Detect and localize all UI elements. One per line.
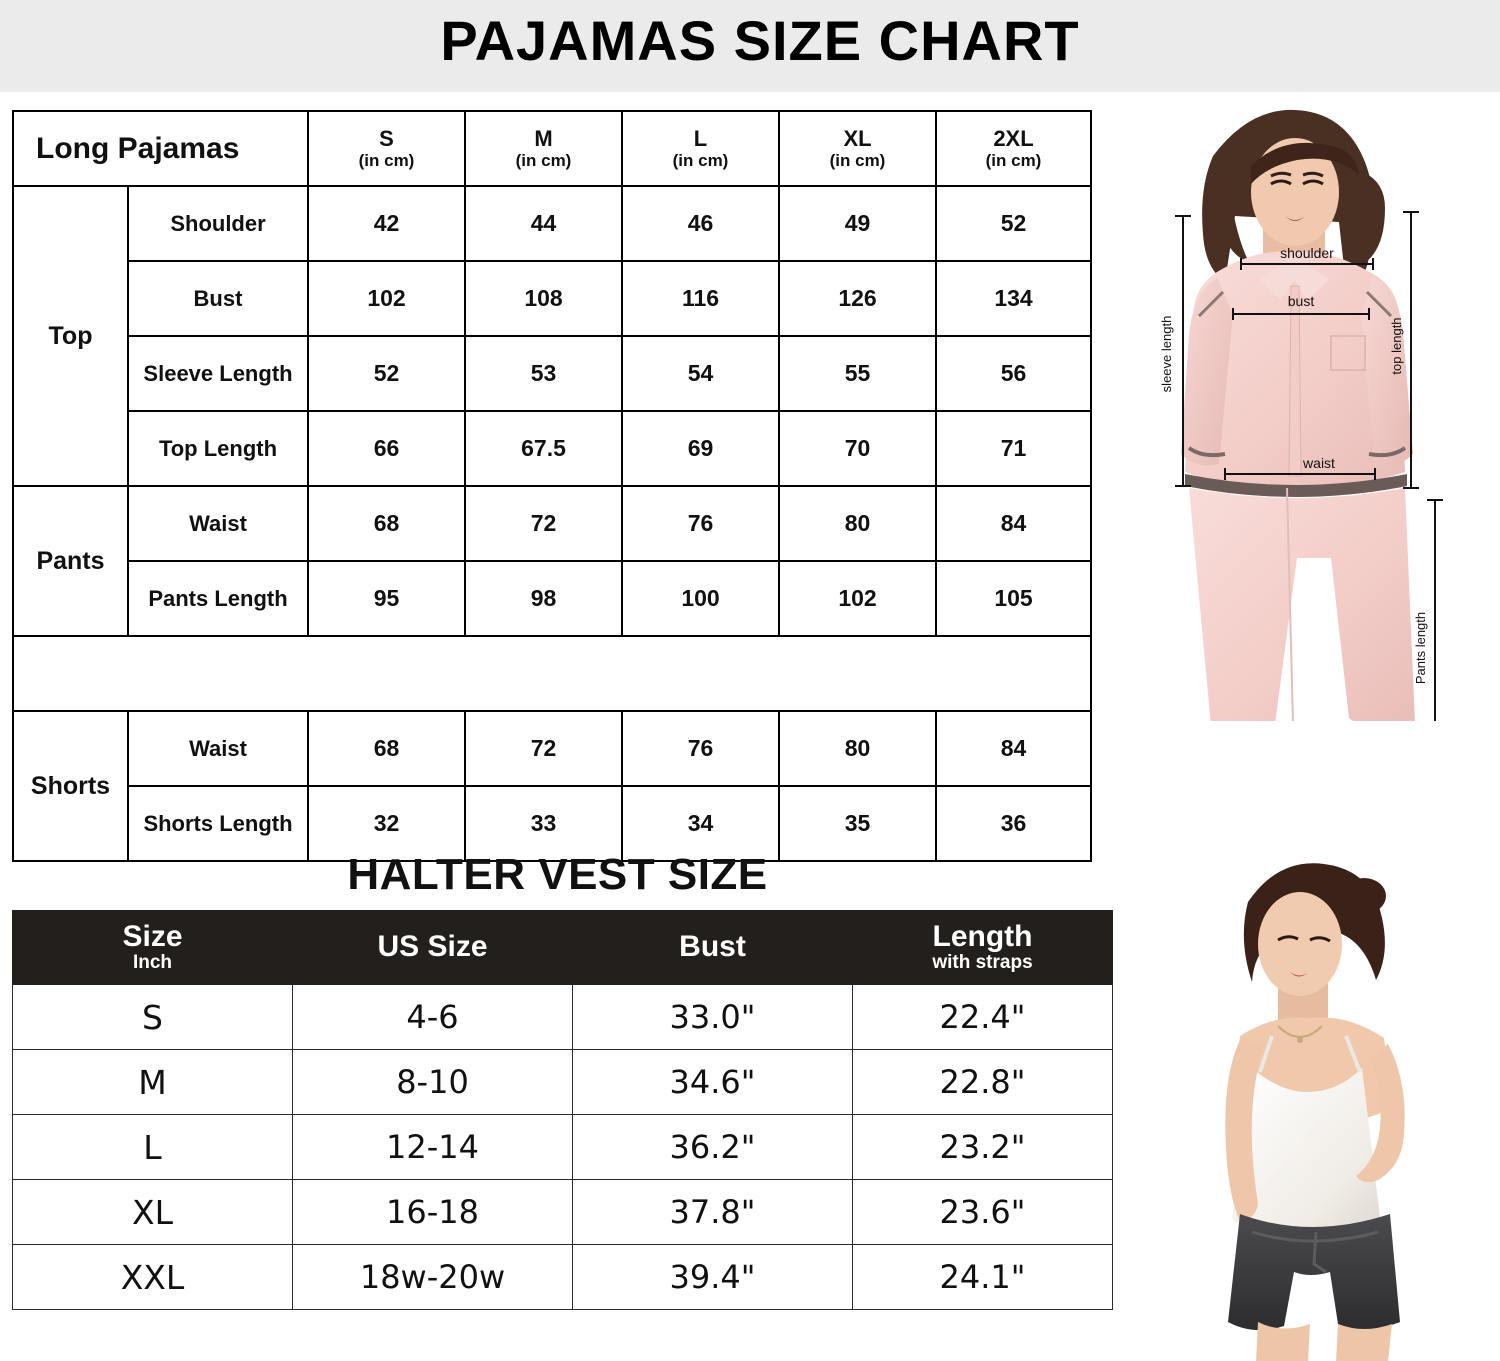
- group-label-shorts: Shorts: [13, 711, 128, 861]
- halter-header-us-size: [293, 911, 573, 985]
- size-header-s-unit: (in cm): [358, 151, 415, 171]
- cell-shortslength-xl: 35: [779, 786, 936, 861]
- halter-cell-us-xxl: 18w-20w: [293, 1245, 573, 1310]
- size-header-l: [622, 111, 779, 186]
- cell-shortslength-s: 32: [308, 786, 465, 861]
- halter-header-row: [13, 911, 1113, 985]
- table-row: [13, 411, 1091, 486]
- cell-sleeve-s: 52: [308, 336, 465, 411]
- cell-toplength-l: 69: [622, 411, 779, 486]
- size-header-xl-unit: (in cm): [829, 151, 886, 171]
- table-row: [13, 561, 1091, 636]
- halter-cell-length-l: 23.2": [853, 1115, 1113, 1180]
- halter-cell-bust-xxl: 39.4": [573, 1245, 853, 1310]
- size-header-s-label: S: [379, 126, 394, 152]
- pajamas-size-table: [12, 110, 1090, 862]
- size-header-2xl-unit: (in cm): [985, 151, 1042, 171]
- cell-shoulder-s: 42: [308, 186, 465, 261]
- cell-shortswaist-l: 76: [622, 711, 779, 786]
- halter-cell-length-xxl: 24.1": [853, 1245, 1113, 1310]
- size-header-2xl-label: 2XL: [993, 126, 1034, 152]
- halter-header-us-size-main: US Size: [377, 929, 488, 963]
- halter-header-bust-main: Bust: [679, 929, 746, 963]
- cell-pantslength-l: 100: [622, 561, 779, 636]
- halter-cell-us-m: 8-10: [293, 1050, 573, 1115]
- halter-cell-length-xl: 23.6": [853, 1180, 1113, 1245]
- size-header-xl-label: XL: [843, 126, 872, 152]
- size-header-m-label: M: [534, 126, 553, 152]
- halter-header-size: [13, 911, 293, 985]
- size-header-m-unit: (in cm): [515, 151, 572, 171]
- halter-cell-size-xxl: XXL: [13, 1245, 293, 1310]
- row-label-pants-waist: Waist: [128, 486, 308, 561]
- corner-label: Long Pajamas: [13, 111, 308, 186]
- annotation-waist: waist: [1303, 455, 1335, 471]
- table-row: [13, 1180, 1113, 1245]
- cell-pantswaist-2xl: 84: [936, 486, 1091, 561]
- halter-cell-bust-xl: 37.8": [573, 1180, 853, 1245]
- cell-pantswaist-xl: 80: [779, 486, 936, 561]
- halter-cell-length-m: 22.8": [853, 1050, 1113, 1115]
- cell-toplength-m: 67.5: [465, 411, 622, 486]
- halter-cell-bust-s: 33.0": [573, 985, 853, 1050]
- pajama-model-photo: [1105, 96, 1490, 721]
- row-label-bust: Bust: [128, 261, 308, 336]
- cell-bust-s: 102: [308, 261, 465, 336]
- halter-cell-bust-m: 34.6": [573, 1050, 853, 1115]
- halter-cell-size-l: L: [13, 1115, 293, 1180]
- group-label-top: Top: [13, 186, 128, 486]
- halter-model-illustration: [1120, 840, 1500, 1361]
- cell-toplength-xl: 70: [779, 411, 936, 486]
- halter-vest-size-table: [12, 910, 1112, 1310]
- cell-shortslength-l: 34: [622, 786, 779, 861]
- cell-pantslength-s: 95: [308, 561, 465, 636]
- cell-pantswaist-l: 76: [622, 486, 779, 561]
- cell-sleeve-l: 54: [622, 336, 779, 411]
- cell-sleeve-xl: 55: [779, 336, 936, 411]
- table-row: [13, 186, 1091, 261]
- annotation-pants-length: Pants length: [1413, 611, 1428, 685]
- table-row: [13, 336, 1091, 411]
- cell-pantslength-m: 98: [465, 561, 622, 636]
- size-header-2xl: [936, 111, 1091, 186]
- cell-sleeve-m: 53: [465, 336, 622, 411]
- halter-vest-title: HALTER VEST SIZE: [347, 850, 768, 899]
- table-row: [13, 261, 1091, 336]
- cell-shortswaist-xl: 80: [779, 711, 936, 786]
- halter-cell-length-s: 22.4": [853, 985, 1113, 1050]
- halter-header-bust: [573, 911, 853, 985]
- cell-shortslength-m: 33: [465, 786, 622, 861]
- halter-header-length: [853, 911, 1113, 985]
- row-label-shorts-waist: Waist: [128, 711, 308, 786]
- page-title: PAJAMAS SIZE CHART: [440, 9, 1080, 72]
- size-header-l-label: L: [693, 126, 708, 152]
- annotation-shoulder: shoulder: [1280, 245, 1334, 261]
- row-label-top-length: Top Length: [128, 411, 308, 486]
- annotation-bust: bust: [1287, 293, 1315, 309]
- cell-bust-m: 108: [465, 261, 622, 336]
- cell-shortslength-2xl: 36: [936, 786, 1091, 861]
- cell-shortswaist-m: 72: [465, 711, 622, 786]
- cell-toplength-s: 66: [308, 411, 465, 486]
- halter-model-photo: [1120, 840, 1500, 1361]
- cell-pantslength-xl: 102: [779, 561, 936, 636]
- cell-shoulder-m: 44: [465, 186, 622, 261]
- cell-shoulder-2xl: 52: [936, 186, 1091, 261]
- cell-shortswaist-2xl: 84: [936, 711, 1091, 786]
- halter-cell-us-xl: 16-18: [293, 1180, 573, 1245]
- cell-bust-l: 116: [622, 261, 779, 336]
- cell-sleeve-2xl: 56: [936, 336, 1091, 411]
- halter-header-size-sub: Inch: [132, 951, 173, 973]
- table-row: [13, 1115, 1113, 1180]
- cell-pantswaist-s: 68: [308, 486, 465, 561]
- table-row: [13, 711, 1091, 786]
- table-row: [13, 1050, 1113, 1115]
- table-row: [13, 985, 1113, 1050]
- cell-shoulder-l: 46: [622, 186, 779, 261]
- cell-shoulder-xl: 49: [779, 186, 936, 261]
- halter-header-size-main: Size: [122, 920, 183, 953]
- size-header-xl: [779, 111, 936, 186]
- halter-header-length-sub: with straps: [932, 951, 1033, 973]
- row-label-pants-length: Pants Length: [128, 561, 308, 636]
- row-label-sleeve-length: Sleeve Length: [128, 336, 308, 411]
- group-label-pants: Pants: [13, 486, 128, 636]
- size-header-s: [308, 111, 465, 186]
- cell-bust-xl: 126: [779, 261, 936, 336]
- annotation-top-length: top length: [1389, 317, 1404, 375]
- halter-cell-bust-l: 36.2": [573, 1115, 853, 1180]
- cell-pantslength-2xl: 105: [936, 561, 1091, 636]
- cell-bust-2xl: 134: [936, 261, 1091, 336]
- size-header-m: [465, 111, 622, 186]
- halter-header-length-main: Length: [932, 920, 1033, 953]
- size-header-l-unit: (in cm): [672, 151, 729, 171]
- table-gap-row: [13, 636, 1091, 711]
- halter-cell-size-xl: XL: [13, 1180, 293, 1245]
- table-row: [13, 486, 1091, 561]
- halter-cell-us-s: 4-6: [293, 985, 573, 1050]
- cell-pantswaist-m: 72: [465, 486, 622, 561]
- halter-cell-size-m: M: [13, 1050, 293, 1115]
- row-label-shorts-length: Shorts Length: [128, 786, 308, 861]
- cell-toplength-2xl: 71: [936, 411, 1091, 486]
- halter-cell-size-s: S: [13, 985, 293, 1050]
- annotation-sleeve-length: sleeve length: [1159, 315, 1174, 393]
- cell-shortswaist-s: 68: [308, 711, 465, 786]
- row-label-shoulder: Shoulder: [128, 186, 308, 261]
- halter-cell-us-l: 12-14: [293, 1115, 573, 1180]
- table-row: [13, 1245, 1113, 1310]
- pajama-model-illustration: [1105, 96, 1490, 721]
- table-header-row: [13, 111, 1091, 186]
